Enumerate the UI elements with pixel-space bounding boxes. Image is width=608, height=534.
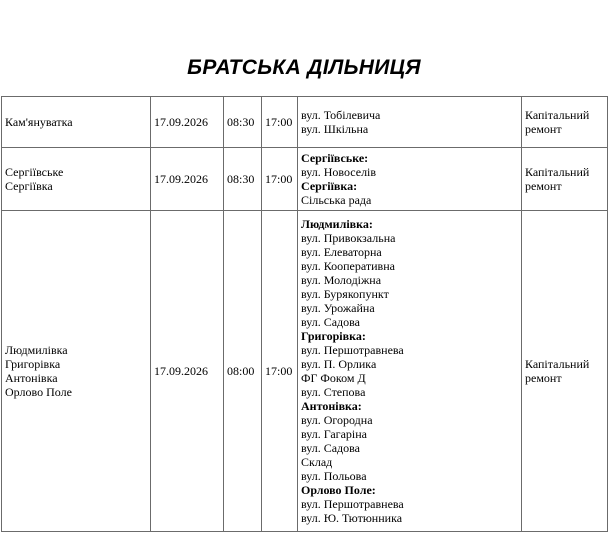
settlement-heading: Орлово Поле: xyxy=(301,483,376,497)
settlement-heading: Григорівка: xyxy=(301,329,366,343)
page-title: БРАТСЬКА ДІЛЬНИЦЯ xyxy=(187,56,421,79)
street-name: вул. Степова xyxy=(301,385,366,399)
street-name: вул. Огородна xyxy=(301,413,373,427)
work-type-text: Капітальний xyxy=(525,357,590,371)
work-type-text: Капітальний xyxy=(525,165,590,179)
street-name: вул. Кооперативна xyxy=(301,259,395,273)
start-time-cell: 08:00 xyxy=(224,211,262,532)
street-name: вул. Урожайна xyxy=(301,301,375,315)
street-name: вул. Ю. Тютюнника xyxy=(301,511,403,525)
settlement-name: Сергіївка xyxy=(5,179,53,193)
street-name: вул. Молодіжна xyxy=(301,273,382,287)
street-name: вул. Садова xyxy=(301,315,360,329)
end-time-cell: 17:00 xyxy=(262,148,298,211)
work-type-text: ремонт xyxy=(525,122,562,136)
settlement-name: Григорівка xyxy=(5,357,61,371)
work-type-text: Капітальний xyxy=(525,108,590,122)
settlement-name: Антонівка xyxy=(5,371,58,385)
street-name: вул. П. Орлика xyxy=(301,357,377,371)
work-type-text: ремонт xyxy=(525,371,562,385)
streets-cell xyxy=(298,148,522,211)
street-name: вул. Польова xyxy=(301,469,367,483)
settlement-heading: Людмилівка: xyxy=(301,217,373,231)
settlement-heading: Сергіївське: xyxy=(301,151,369,165)
settlement-name: Сергіївське xyxy=(5,165,64,179)
work-type-cell xyxy=(522,97,608,148)
street-name: вул. Бурякопункт xyxy=(301,287,389,301)
schedule-table xyxy=(1,96,608,532)
settlement-heading: Антонівка: xyxy=(301,399,362,413)
street-name: вул. Тобілевича xyxy=(301,108,381,122)
date-cell: 17.09.2026 xyxy=(151,211,224,532)
settlement-heading: Сергіївка: xyxy=(301,179,358,193)
start-time-cell: 08:30 xyxy=(224,148,262,211)
street-name: ФГ Фоком Д xyxy=(301,371,366,385)
table-row xyxy=(2,211,608,532)
streets-cell xyxy=(298,97,522,148)
settlements-cell xyxy=(2,97,151,148)
settlement-name: Кам'януватка xyxy=(5,115,73,129)
end-time-cell: 17:00 xyxy=(262,211,298,532)
settlement-name: Людмилівка xyxy=(5,343,68,357)
street-name: вул. Першотравнева xyxy=(301,343,404,357)
table-row xyxy=(2,148,608,211)
settlements-cell xyxy=(2,211,151,532)
street-name: Сільська рада xyxy=(301,193,372,207)
street-name: вул. Садова xyxy=(301,441,360,455)
schedule-body xyxy=(2,97,608,532)
street-name: вул. Шкільна xyxy=(301,122,369,136)
street-name: Склад xyxy=(301,455,333,469)
start-time-cell: 08:30 xyxy=(224,97,262,148)
streets-cell xyxy=(298,211,522,532)
end-time-cell: 17:00 xyxy=(262,97,298,148)
work-type-cell xyxy=(522,211,608,532)
settlement-name: Орлово Поле xyxy=(5,385,72,399)
settlements-cell xyxy=(2,148,151,211)
work-type-text: ремонт xyxy=(525,179,562,193)
date-cell: 17.09.2026 xyxy=(151,97,224,148)
date-cell: 17.09.2026 xyxy=(151,148,224,211)
street-name: вул. Гагаріна xyxy=(301,427,368,441)
street-name: вул. Елеваторна xyxy=(301,245,382,259)
street-name: вул. Новоселів xyxy=(301,165,377,179)
street-name: вул. Привокзальна xyxy=(301,231,396,245)
table-row xyxy=(2,97,608,148)
street-name: вул. Першотравнева xyxy=(301,497,404,511)
work-type-cell xyxy=(522,148,608,211)
